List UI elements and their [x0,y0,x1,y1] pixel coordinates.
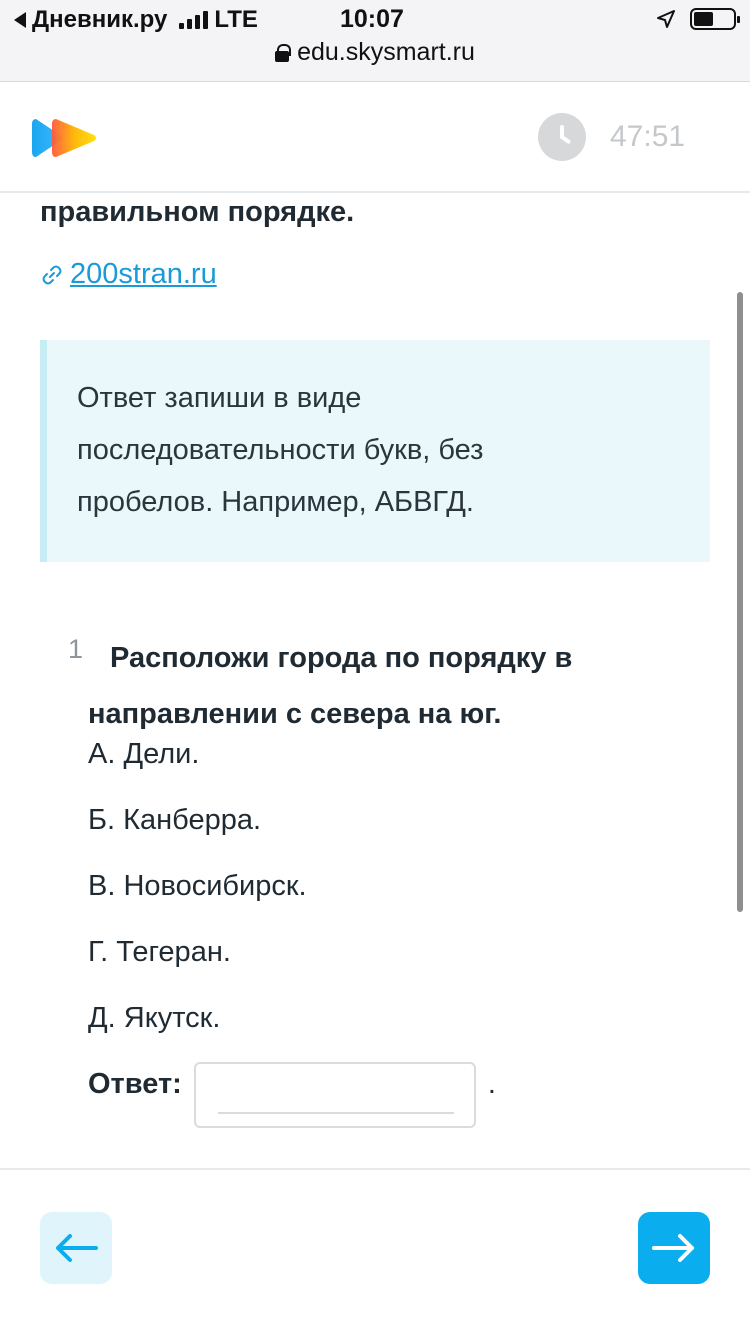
back-app-name: Дневник.ру [32,6,168,33]
source-link-text[interactable]: 200stran.ru [70,258,217,290]
battery-icon [690,8,736,30]
status-time: 10:07 [340,5,404,33]
answer-row [88,1062,496,1128]
options-list [88,734,307,1064]
link-icon [40,263,64,287]
prev-button[interactable] [40,1212,112,1284]
task-intro-text: правильном порядке. [40,196,355,228]
lock-icon [275,44,289,62]
answer-suffix: . [487,1068,496,1100]
timer [538,113,685,161]
answer-field-box[interactable] [194,1062,476,1128]
option-item: Д. Якутск. [88,1002,221,1034]
question-number: 1 [68,634,84,664]
option-item: Г. Тегеран. [88,936,231,968]
app-header [0,83,750,193]
address-url: edu.skysmart.ru [297,38,475,66]
clock-icon [538,113,586,161]
source-link[interactable] [40,258,217,291]
address-bar[interactable] [0,38,750,67]
arrow-right-icon [652,1233,696,1263]
timer-value: 47:51 [610,120,686,153]
browser-bar [0,0,750,82]
signal-icon [179,11,208,29]
footer-nav [0,1168,750,1334]
location-arrow-icon [656,9,676,29]
option-item: В. Новосибирск. [88,870,307,902]
page-scrollbar[interactable] [737,292,743,912]
answer-input[interactable] [218,1074,454,1114]
instruction-note [40,340,710,562]
status-right [656,8,736,30]
option-item: Б. Канберра. [88,804,262,836]
back-triangle-icon [14,12,26,28]
arrow-left-icon [54,1233,98,1263]
note-line: пробелов. Например, АБВГД. [77,486,474,518]
note-line: последовательности букв, без [77,434,484,466]
option-item: А. Дели. [88,738,200,770]
carrier-label: LTE [214,6,258,33]
back-to-app[interactable] [14,6,258,34]
next-button[interactable] [638,1212,710,1284]
answer-label: Ответ: [88,1068,182,1100]
note-line: Ответ запиши в виде [77,382,362,414]
skysmart-logo-icon[interactable] [32,115,98,161]
question-title: Расположи города по порядку в направлении с севера на юг. [88,642,573,730]
